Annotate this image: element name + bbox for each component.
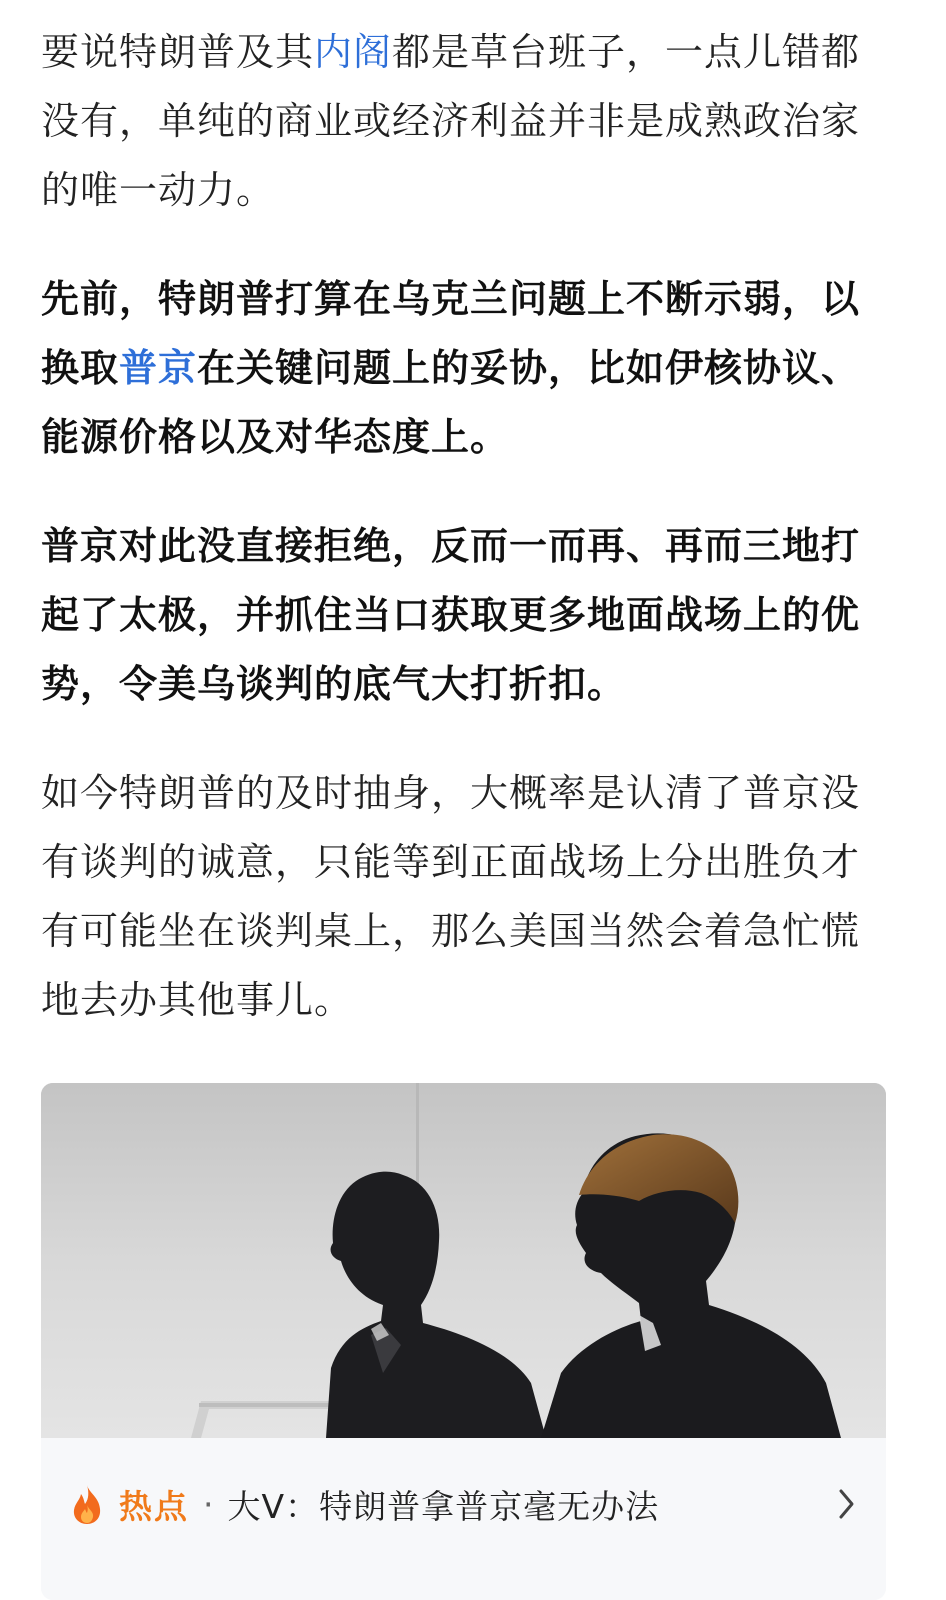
article-body [41,18,871,1035]
hot-topic-separator: · [203,1484,214,1524]
paragraph-2 [41,265,871,472]
hot-topic-bar[interactable] [41,1438,886,1600]
chevron-right-icon[interactable] [836,1486,858,1522]
link-cabinet[interactable]: 内阁 [314,30,393,74]
link-putin[interactable]: 普京 [119,346,198,390]
news-photo[interactable] [41,1083,886,1438]
paragraph-4: 如今特朗普的及时抽身，大概率是认清了普京没有谈判的诚意，只能等到正面战场上分出胜负才有可能坐在谈判桌上，那么美国当然会着急忙慌地去办其他事儿。 [41,771,861,1022]
paragraph-1-text-a: 要说特朗普及其 [41,30,315,74]
news-photo-card[interactable] [41,1083,886,1600]
paragraph-1-text-b: 都是草台班子，一点儿错都没有，单纯的商业或经济利益并非是成熟政治家的唯一动力。 [41,30,861,212]
flame-icon [69,1483,105,1525]
photo-silhouettes [41,1083,886,1438]
hot-topic-label: 热点 [119,1486,189,1526]
hot-topic-row[interactable] [69,1474,659,1534]
paragraph-1 [41,18,871,225]
paragraph-2-text-b: 在关键问题上的妥协，比如伊核协议、能源价格以及对华态度上。 [41,346,861,459]
paragraph-3: 普京对此没直接拒绝，反而一而再、再而三地打起了太极，并抓住当口获取更多地面战场上的优势，令美乌谈判的底气大打折扣。 [41,524,861,706]
paragraph-2-text-a: 先前，特朗普打算在乌克兰问题上不断示弱，以换取 [41,277,861,390]
hot-topic-title[interactable]: 大V：特朗普拿普京毫无办法 [227,1486,660,1526]
